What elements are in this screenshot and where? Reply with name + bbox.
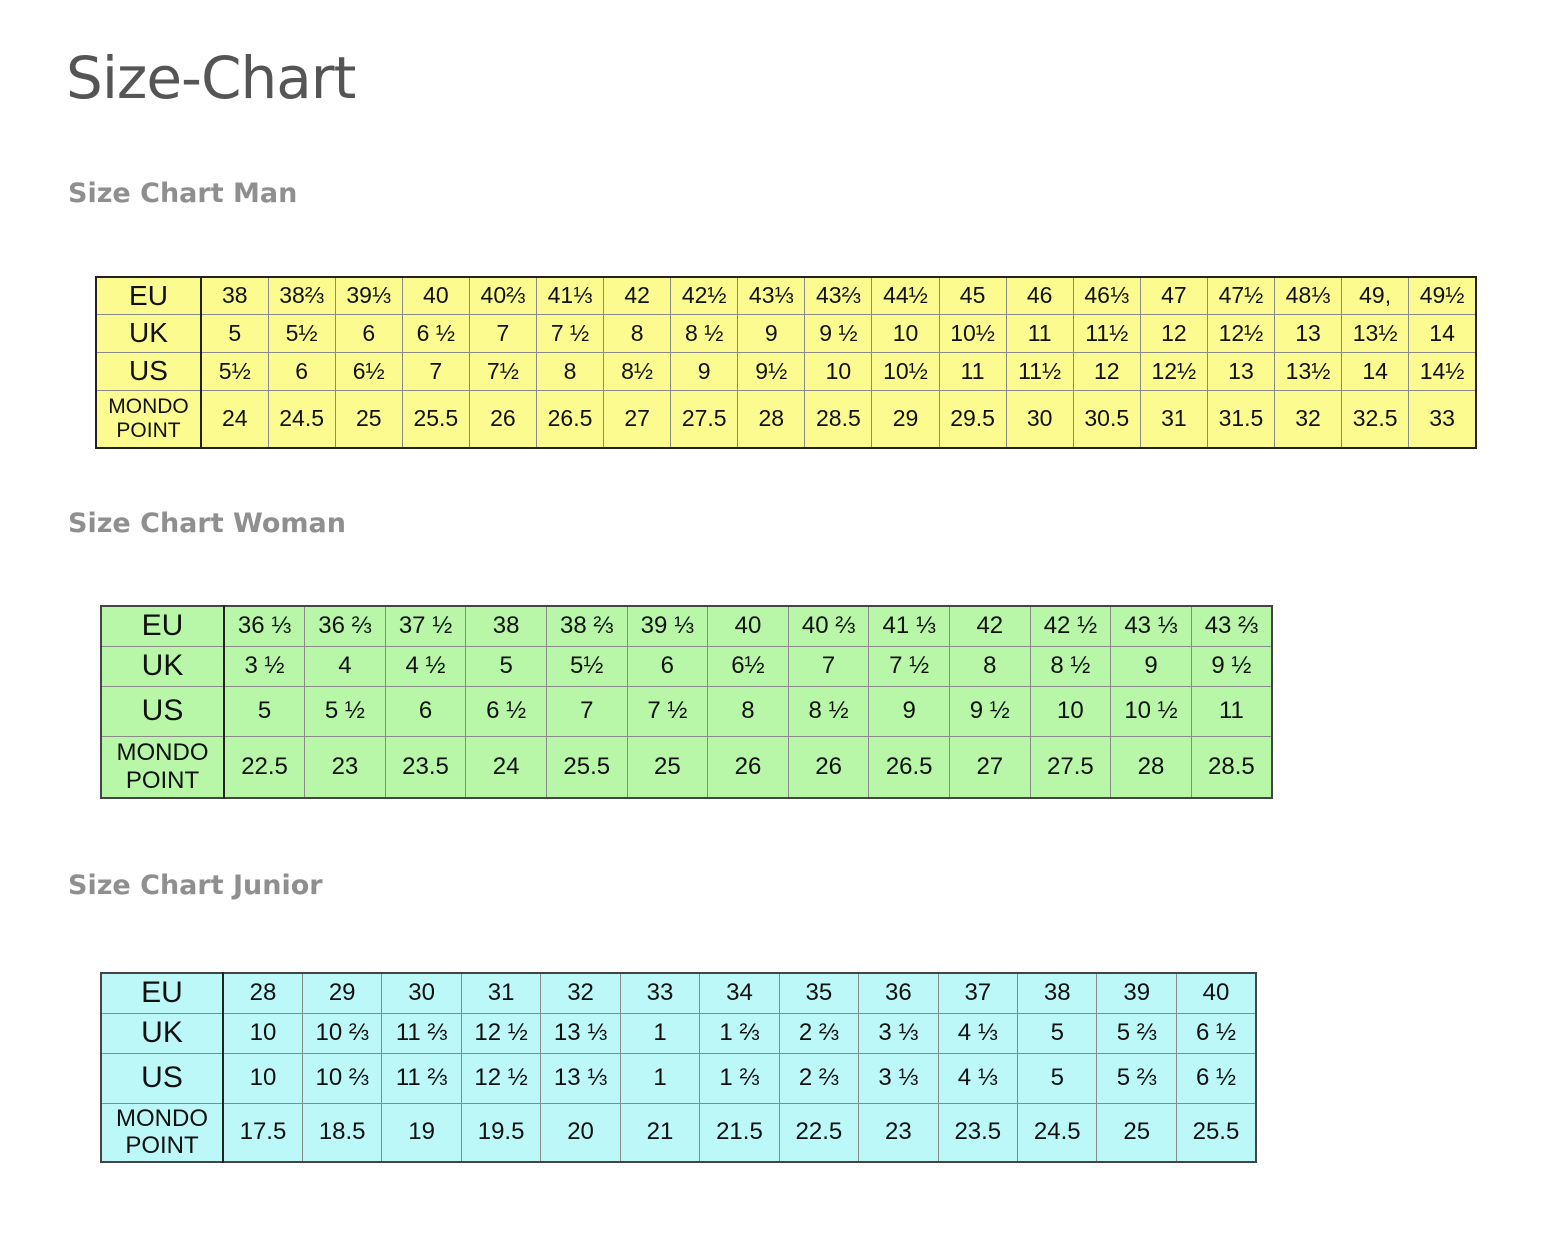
size-cell: 5½ [546, 646, 627, 686]
size-cell: 10 [872, 314, 939, 352]
size-cell: 4 [305, 646, 386, 686]
row-label: MONDO POINT [101, 736, 224, 798]
size-cell: 9 [869, 686, 950, 736]
size-cell: 5 [1018, 1013, 1097, 1053]
size-cell: 1 ⅔ [700, 1013, 779, 1053]
size-cell: 42½ [671, 277, 738, 314]
size-cell: 3 ½ [224, 646, 305, 686]
size-cell: 40⅔ [469, 277, 536, 314]
size-cell: 6 ½ [466, 686, 547, 736]
size-cell: 47 [1140, 277, 1207, 314]
size-cell: 5 [224, 686, 305, 736]
size-cell: 19.5 [461, 1103, 540, 1162]
size-cell: 21 [620, 1103, 699, 1162]
size-cell: 5 ⅔ [1097, 1013, 1176, 1053]
size-cell: 39 ⅓ [627, 606, 708, 646]
size-cell: 29 [302, 973, 381, 1013]
size-cell: 5 [466, 646, 547, 686]
table-row-uk [101, 1013, 1256, 1053]
size-cell: 1 [620, 1053, 699, 1103]
size-cell: 9½ [738, 352, 805, 390]
size-cell: 8 [536, 352, 603, 390]
size-cell: 30.5 [1073, 390, 1140, 448]
size-cell: 11½ [1006, 352, 1073, 390]
table-row-mondo-point [101, 1103, 1256, 1162]
row-label: US [101, 1053, 223, 1103]
size-cell: 10 ⅔ [302, 1013, 381, 1053]
size-cell: 5 [201, 314, 268, 352]
size-cell: 25 [1097, 1103, 1176, 1162]
size-cell: 12½ [1140, 352, 1207, 390]
row-label: MONDO POINT [101, 1103, 223, 1162]
size-cell: 13 ⅓ [541, 1013, 620, 1053]
size-cell: 7½ [469, 352, 536, 390]
size-cell: 17.5 [223, 1103, 302, 1162]
size-cell: 4 ½ [385, 646, 466, 686]
size-cell: 29.5 [939, 390, 1006, 448]
section-title-junior: Size Chart Junior [68, 870, 323, 901]
size-cell: 37 [938, 973, 1017, 1013]
size-cell: 13 ⅓ [541, 1053, 620, 1103]
row-label: UK [101, 1013, 223, 1053]
size-cell: 9 ½ [1191, 646, 1272, 686]
size-cell: 25.5 [546, 736, 627, 798]
size-cell: 33 [620, 973, 699, 1013]
size-cell: 36 ⅔ [305, 606, 386, 646]
size-cell: 7 [546, 686, 627, 736]
size-cell: 1 [620, 1013, 699, 1053]
row-label: EU [101, 973, 223, 1013]
table-row-mondo-point [96, 390, 1476, 448]
size-cell: 26 [788, 736, 869, 798]
size-cell: 4 ⅓ [938, 1013, 1017, 1053]
size-cell: 5 ½ [305, 686, 386, 736]
size-cell: 43⅓ [738, 277, 805, 314]
size-cell: 6 [335, 314, 402, 352]
size-table-woman [100, 605, 1273, 799]
size-cell: 6 ½ [402, 314, 469, 352]
size-cell: 32 [541, 973, 620, 1013]
size-cell: 11 [1006, 314, 1073, 352]
size-cell: 27.5 [1030, 736, 1111, 798]
size-cell: 11 ⅔ [382, 1053, 461, 1103]
size-cell: 10½ [872, 352, 939, 390]
size-cell: 38 ⅔ [546, 606, 627, 646]
size-cell: 7 ½ [536, 314, 603, 352]
size-cell: 6 ½ [1176, 1013, 1256, 1053]
size-cell: 8 ½ [1030, 646, 1111, 686]
table-row-uk [96, 314, 1476, 352]
size-cell: 2 ⅔ [779, 1053, 858, 1103]
size-cell: 23.5 [385, 736, 466, 798]
row-label: MONDO POINT [96, 390, 201, 448]
size-cell: 10 [805, 352, 872, 390]
size-cell: 38 [1018, 973, 1097, 1013]
table-row-us [101, 686, 1272, 736]
size-cell: 8 [708, 686, 789, 736]
size-cell: 5 [1018, 1053, 1097, 1103]
size-cell: 10 [223, 1053, 302, 1103]
row-label: US [101, 686, 224, 736]
size-cell: 36 [859, 973, 938, 1013]
size-cell: 40 ⅔ [788, 606, 869, 646]
size-cell: 31.5 [1207, 390, 1274, 448]
size-cell: 42 ½ [1030, 606, 1111, 646]
size-cell: 7 ½ [869, 646, 950, 686]
size-cell: 23.5 [938, 1103, 1017, 1162]
size-cell: 33 [1409, 390, 1476, 448]
size-cell: 43⅔ [805, 277, 872, 314]
table-row-us [101, 1053, 1256, 1103]
table-row-mondo-point [101, 736, 1272, 798]
table-row-us [96, 352, 1476, 390]
size-cell: 14 [1342, 352, 1409, 390]
size-cell: 24.5 [268, 390, 335, 448]
size-cell: 9 ½ [949, 686, 1030, 736]
size-cell: 1 ⅔ [700, 1053, 779, 1103]
row-label: EU [101, 606, 224, 646]
size-cell: 12 ½ [461, 1053, 540, 1103]
size-cell: 10 ½ [1111, 686, 1192, 736]
size-cell: 7 ½ [627, 686, 708, 736]
size-cell: 12 [1073, 352, 1140, 390]
size-cell: 27 [604, 390, 671, 448]
size-cell: 30 [1006, 390, 1073, 448]
size-cell: 25 [335, 390, 402, 448]
size-table-man [95, 276, 1477, 449]
size-cell: 49½ [1409, 277, 1476, 314]
size-cell: 28 [1111, 736, 1192, 798]
size-cell: 12 [1140, 314, 1207, 352]
size-cell: 20 [541, 1103, 620, 1162]
size-cell: 37 ½ [385, 606, 466, 646]
size-cell: 6½ [335, 352, 402, 390]
size-cell: 18.5 [302, 1103, 381, 1162]
size-cell: 47½ [1207, 277, 1274, 314]
size-cell: 13 [1207, 352, 1274, 390]
size-cell: 26.5 [869, 736, 950, 798]
size-cell: 7 [788, 646, 869, 686]
size-cell: 8 [604, 314, 671, 352]
size-cell: 9 ½ [805, 314, 872, 352]
size-cell: 30 [382, 973, 461, 1013]
size-cell: 22.5 [224, 736, 305, 798]
section-title-man: Size Chart Man [68, 178, 298, 209]
size-cell: 29 [872, 390, 939, 448]
size-cell: 28 [738, 390, 805, 448]
size-cell: 41⅓ [536, 277, 603, 314]
row-label: EU [96, 277, 201, 314]
table-row-uk [101, 646, 1272, 686]
size-cell: 24.5 [1018, 1103, 1097, 1162]
size-cell: 11 [1191, 686, 1272, 736]
size-cell: 7 [469, 314, 536, 352]
size-cell: 26 [708, 736, 789, 798]
size-cell: 4 ⅓ [938, 1053, 1017, 1103]
size-cell: 8 ½ [671, 314, 738, 352]
row-label: US [96, 352, 201, 390]
size-cell: 10½ [939, 314, 1006, 352]
size-cell: 34 [700, 973, 779, 1013]
size-cell: 25.5 [1176, 1103, 1256, 1162]
size-cell: 10 ⅔ [302, 1053, 381, 1103]
size-cell: 27.5 [671, 390, 738, 448]
size-cell: 25 [627, 736, 708, 798]
size-cell: 2 ⅔ [779, 1013, 858, 1053]
table-row-eu [101, 973, 1256, 1013]
size-cell: 41 ⅓ [869, 606, 950, 646]
size-cell: 6½ [708, 646, 789, 686]
size-cell: 43 ⅔ [1191, 606, 1272, 646]
size-cell: 14½ [1409, 352, 1476, 390]
size-cell: 6 [385, 686, 466, 736]
table-row-eu [101, 606, 1272, 646]
size-cell: 40 [708, 606, 789, 646]
size-cell: 10 [223, 1013, 302, 1053]
size-cell: 39⅓ [335, 277, 402, 314]
size-cell: 42 [604, 277, 671, 314]
page-title: Size-Chart [66, 44, 356, 112]
size-cell: 44½ [872, 277, 939, 314]
size-cell: 32.5 [1342, 390, 1409, 448]
section-title-woman: Size Chart Woman [68, 508, 346, 539]
row-label: UK [101, 646, 224, 686]
size-cell: 9 [671, 352, 738, 390]
size-cell: 26 [469, 390, 536, 448]
size-cell: 11 ⅔ [382, 1013, 461, 1053]
size-cell: 42 [949, 606, 1030, 646]
size-table-junior [100, 972, 1257, 1163]
size-cell: 8 [949, 646, 1030, 686]
size-cell: 5½ [201, 352, 268, 390]
size-cell: 26.5 [536, 390, 603, 448]
size-cell: 23 [305, 736, 386, 798]
size-cell: 27 [949, 736, 1030, 798]
size-cell: 45 [939, 277, 1006, 314]
size-cell: 21.5 [700, 1103, 779, 1162]
size-cell: 8 ½ [788, 686, 869, 736]
size-cell: 10 [1030, 686, 1111, 736]
row-label: UK [96, 314, 201, 352]
size-cell: 7 [402, 352, 469, 390]
size-cell: 35 [779, 973, 858, 1013]
size-cell: 28.5 [805, 390, 872, 448]
size-cell: 5½ [268, 314, 335, 352]
size-cell: 13½ [1275, 352, 1342, 390]
size-cell: 32 [1275, 390, 1342, 448]
size-cell: 36 ⅓ [224, 606, 305, 646]
size-cell: 12½ [1207, 314, 1274, 352]
size-cell: 38 [201, 277, 268, 314]
size-cell: 25.5 [402, 390, 469, 448]
size-cell: 9 [738, 314, 805, 352]
size-cell: 31 [461, 973, 540, 1013]
size-cell: 49, [1342, 277, 1409, 314]
size-cell: 40 [1176, 973, 1256, 1013]
size-cell: 11 [939, 352, 1006, 390]
size-cell: 19 [382, 1103, 461, 1162]
size-cell: 3 ⅓ [859, 1053, 938, 1103]
size-cell: 5 ⅔ [1097, 1053, 1176, 1103]
size-cell: 40 [402, 277, 469, 314]
size-cell: 24 [466, 736, 547, 798]
size-cell: 28 [223, 973, 302, 1013]
size-cell: 23 [859, 1103, 938, 1162]
size-cell: 24 [201, 390, 268, 448]
size-cell: 6 ½ [1176, 1053, 1256, 1103]
size-cell: 48⅓ [1275, 277, 1342, 314]
size-cell: 12 ½ [461, 1013, 540, 1053]
size-cell: 28.5 [1191, 736, 1272, 798]
size-cell: 13 [1275, 314, 1342, 352]
size-cell: 11½ [1073, 314, 1140, 352]
size-cell: 6 [627, 646, 708, 686]
size-cell: 22.5 [779, 1103, 858, 1162]
table-row-eu [96, 277, 1476, 314]
size-cell: 46 [1006, 277, 1073, 314]
size-cell: 6 [268, 352, 335, 390]
size-cell: 46⅓ [1073, 277, 1140, 314]
size-cell: 13½ [1342, 314, 1409, 352]
size-cell: 9 [1111, 646, 1192, 686]
size-cell: 38 [466, 606, 547, 646]
size-cell: 43 ⅓ [1111, 606, 1192, 646]
size-cell: 14 [1409, 314, 1476, 352]
size-cell: 3 ⅓ [859, 1013, 938, 1053]
size-cell: 38⅔ [268, 277, 335, 314]
size-cell: 8½ [604, 352, 671, 390]
size-cell: 31 [1140, 390, 1207, 448]
size-cell: 39 [1097, 973, 1176, 1013]
